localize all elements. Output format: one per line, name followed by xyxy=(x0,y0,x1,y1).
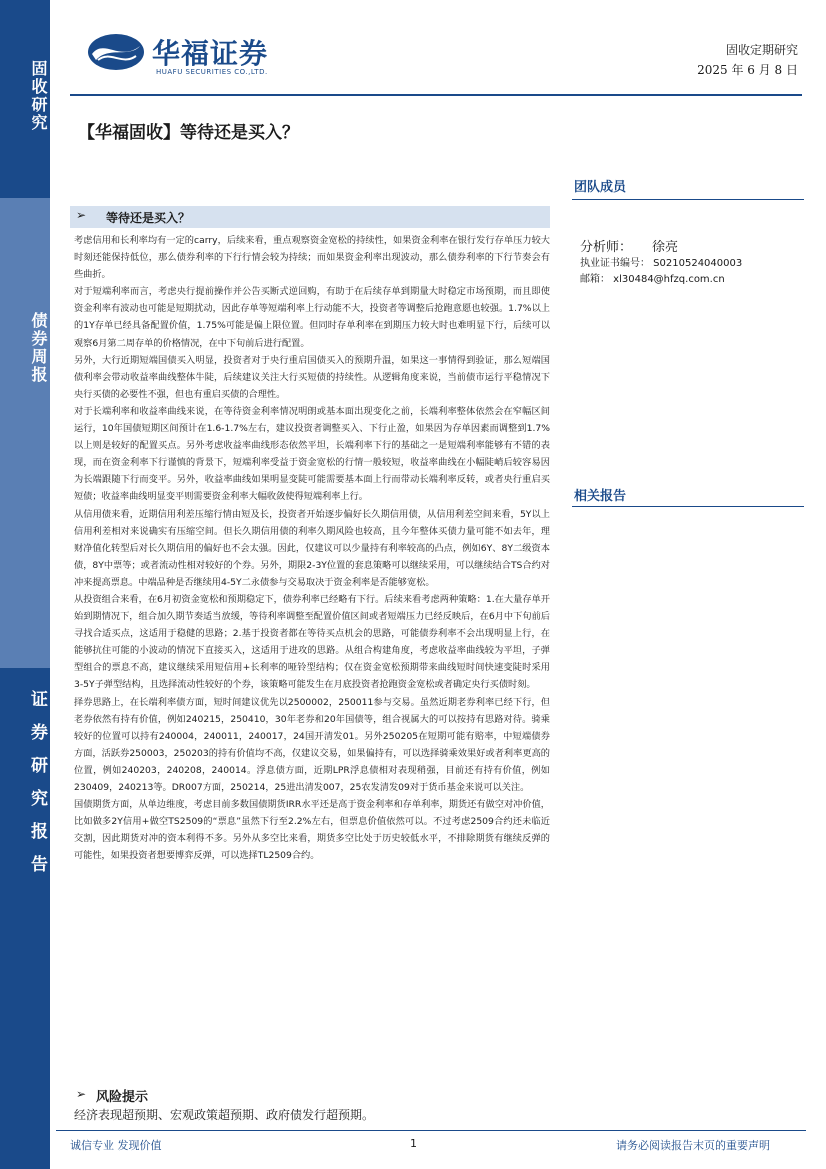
body-paragraph: 国债期货方面，从单边维度，考虑目前多数国债期货IRR水平还是高于资金利率和存单利率，期货还有做空对冲价值，比如做多2Y信用+做空TS2509的“票息”虽然下行至2.2%左右，但票息价值依然可以。不过考虑2509合约还未临近交割，因此期货对冲的资本利得不多。另外从多空比来看，期货多空比处于历史较低水平，不排除期货有继续反弹的可能性，如果投资者想要博弈反弹，可以选择TL2509合约。 xyxy=(74,799,550,862)
header-meta xyxy=(697,40,798,80)
body-paragraph: 从投资组合来看，在6月初资金宽松和预期稳定下，债券利率已经略有下行。后续来看考虑两种策略：1.在大量存单开始到期情况下，组合加久期节奏适当放缓，等待利率调整至配置价值区间或者短端压力已经反映后，在6月中下旬前后寻找合适买点，这适用于稳健的思路；2.基于投资者都在等待买点机会的思路，可能债券利率不会出现明显上行，在能够抗住可能的小波动的情况下直接买入，这适用于进攻的思路。从组合构建角度，考虑收益率曲线较为平坦，子弹型组合的票息不高，建议继续采用短信用+长利率的哑铃型结构；仅在资金宽松预期带来曲线短时间快速变陡时采用3-5Y子弹型结构，且选择流动性较好的个券，该策略可能发生在月底投资者抢跑资金宽松或者确定央行买债时刻。 xyxy=(74,593,550,691)
body-paragraph: 对于短端利率而言，考虑央行提前操作并公告买断式逆回购，有助于在后续存单到期量大时稳定市场预期，而且即使资金利率有波动也可能是短期扰动，因此存单等短端利率上行动能不大，投资者等调整后抢跑意愿也较强。1.7%以上的1Y存单已经具备配置价值，1.75%可能是偏上限位置。但同时存单利率在到期压力较大时也难明显下行，后续可以观察6月第二周存单的价格情况，在中下旬前后进行配置。 xyxy=(74,286,550,349)
logo-mark-icon xyxy=(86,32,146,72)
footer-divider xyxy=(56,1130,806,1131)
body-paragraph: 考虑信用和长利率均有一定的carry，后续来看，重点观察资金宽松的持续性，如果资金利率在银行发行存单压力较大时刻还能保持低位，那么债券利率的下行行情会较为持续；而如果资金利率出现波动，那么债券利率的下行节奏会有些曲折。 xyxy=(74,235,550,281)
analyst-label: 分析师： xyxy=(580,240,633,255)
sidebar-label-report: 证券研究报告 xyxy=(27,690,47,888)
sidebar-label-weekly: 债券周报 xyxy=(29,312,48,384)
team-heading: 团队成员 xyxy=(574,180,627,195)
sidebar-label-research: 固收研究 xyxy=(29,60,48,132)
analyst-credentials xyxy=(580,256,742,288)
body-paragraph: 择券思路上，在长端利率债方面，短时间建议优先以2500002，250011参与交易。虽然近期老券利率已经下行，但老券依然有持有价值，例如240215，250410，30年老券和20年国债等，组合视属大的可以按持有思路对待。骑乘较好的位置可以持有240004，240011，240017，24国开清发01。另外250205在短期可能有赔率，中短端债券方面，活跃券250003，250203的持有价值均不高，仅建议交易，如果偏持有，可以选择骑乘效果好或者利率更高的位置，例如240203，240208，240014。浮息债方面，近期LPR浮息债相对表现稍强，目前还有持有价值，例如230409，240213等。DR007方面，250214，25进出清发007，25农发清发09对于货币基金来说可以关注。 xyxy=(74,696,550,793)
related-divider xyxy=(572,506,804,507)
risk-body: 经济表现超预期、宏观政策超预期、政府债发行超预期。 xyxy=(74,1108,375,1122)
report-category: 固收定期研究 xyxy=(725,43,798,57)
footer-disclaimer: 请务必阅读报告末页的重要声明 xyxy=(616,1139,770,1152)
cert-number: 执业证书编号： S0210524040003 xyxy=(580,258,743,269)
arrow-bullet-icon: ➢ xyxy=(76,208,87,222)
header-divider xyxy=(70,94,802,96)
page-number: 1 xyxy=(410,1137,417,1150)
analyst-line xyxy=(580,236,678,255)
analyst-name: 徐亮 xyxy=(652,240,679,255)
report-body xyxy=(74,232,550,864)
analyst-email: 邮箱： xl30484@hfzq.com.cn xyxy=(580,274,725,285)
page-title: 【华福固收】等待还是买入？ xyxy=(78,123,299,143)
body-paragraph: 对于长端利率和收益率曲线来说，在等待资金利率情况明朗或基本面出现变化之前，长端利率整体依然会在窄幅区间运行，10年国债短期区间预计在1.6-1.7%左右，建议投资者调整买入、下行止盈，如果因为存单因素而调整到1.7%以上则是较好的配置买点。另外考虑收益率曲线形态依然平坦，长端利率下行的基础之一是短端利率能够有不错的表现，而在资金利率下行谨慎的背景下，短端利率受益于资金宽松的行情一般较短，收益率曲线在小幅陡峭后较容易因为长端跟随下行而变平。另外，收益率曲线如果明显变陡可能需要基本面上行而带动长端利率反转，或者央行重启买短债；收益率曲线明显变平则需要资金利率大幅收敛使得短端利率上行。 xyxy=(74,405,550,503)
logo-name-cn: 华福证券 xyxy=(152,37,269,70)
section-header xyxy=(70,206,550,228)
risk-title: 风险提示 xyxy=(96,1090,149,1105)
risk-header xyxy=(70,1085,550,1105)
team-divider xyxy=(572,199,804,200)
sidebar-middle-band xyxy=(0,198,50,668)
company-logo xyxy=(86,30,306,80)
related-reports-heading: 相关报告 xyxy=(574,489,627,504)
section-title: 等待还是买入？ xyxy=(106,211,191,225)
footer-slogan: 诚信专业 发现价值 xyxy=(70,1139,162,1152)
logo-name-en: HUAFU SECURITIES CO.,LTD. xyxy=(156,68,268,76)
sidebar xyxy=(0,0,50,1169)
body-paragraph: 另外，大行近期短端国债买入明显，投资者对于央行重启国债买入的预期升温，如果这一事情得到验证，那么短端国债利率会带动收益率曲线整体牛陡，后续建议关注大行买短债的持续性。从逻辑角度来说，当前债市运行平稳情况下央行买债的必要性不强，但也有重启买债的合理性。 xyxy=(74,354,550,400)
report-date: 2025 年 6 月 8 日 xyxy=(697,63,798,77)
arrow-bullet-icon: ➢ xyxy=(76,1087,87,1101)
body-paragraph: 从信用债来看，近期信用利差压缩行情由短及长，投资者开始逐步偏好长久期信用债，从信用利差空间来看，5Y以上信用利差相对来说确实有压缩空间。但长久期信用债的利率久期风险也较高，且今年整体买债力量可能不如去年，理财净值化转型后对长久期信用的偏好也不会太强。因此，仅建议可以少量持有利率较高的凸点，例如6Y、8Y二级资本债，8Y中票等；或者流动性相对较好的个券。另外，期限2-3Y位置的套息策略可以继续采用，可以继续结合TS合约对冲来提高票息。中端品种是否继续用4-5Y二永债参与交易取决于资金利率是否能够宽松。 xyxy=(74,508,550,588)
